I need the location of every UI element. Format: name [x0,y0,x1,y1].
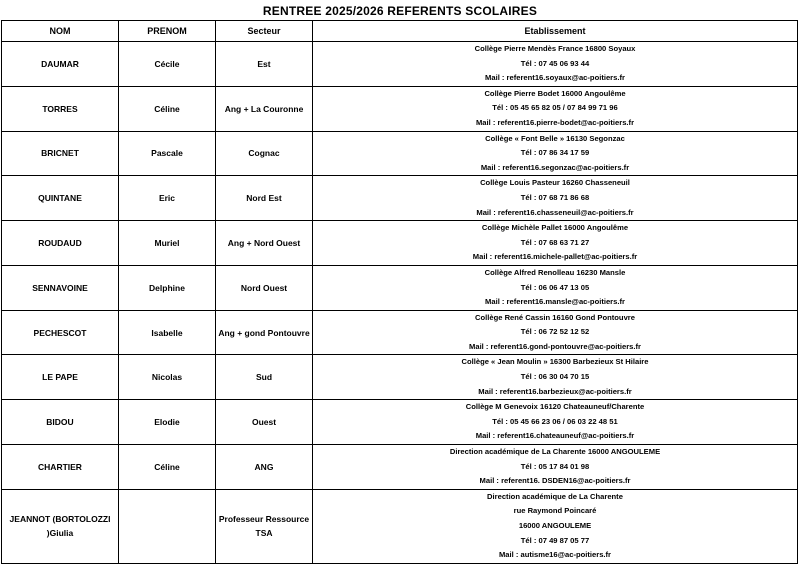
etab-mail: Mail : referent16.gond-pontouvre@ac-poitiers.fr [469,341,641,351]
table-row [2,86,798,131]
cell-secteur: Ang + gond Pontouvre [216,310,313,355]
bottom-margin [0,574,800,580]
table-row [2,310,798,355]
cell-prenom: Eric [119,176,216,221]
header-row [2,21,798,42]
etab-name: Collège M Genevoix 16120 Chateauneuf/Charente [465,402,645,412]
header-prenom: PRENOM [119,21,216,42]
etab-phone: Tél : 07 49 87 05 77 [520,535,590,545]
etab-mail: Mail : referent16.soyaux@ac-poitiers.fr [485,73,625,83]
etab-phone: Tél : 05 17 84 01 98 [520,461,590,471]
etab-name: Direction académique de La Charente 16000 ANGOULEME [449,447,661,457]
page-title: RENTREE 2025/2026 REFERENTS SCOLAIRES [262,4,538,18]
etab-mail: Mail : referent16.mansle@ac-poitiers.fr [485,297,625,307]
etab-phone: Tél : 07 45 06 93 44 [520,58,590,68]
cell-nom: QUINTANE [2,176,119,221]
cell-nom: JEANNOT (BORTOLOZZI )Giulia [2,489,119,563]
cell-etablissement [313,265,798,310]
table-row [2,400,798,445]
cell-prenom: Delphine [119,265,216,310]
cell-prenom [119,489,216,563]
cell-secteur: Sud [216,355,313,400]
cell-nom: BIDOU [2,400,119,445]
cell-secteur: Ouest [216,400,313,445]
cell-secteur: Est [216,42,313,87]
cell-secteur: Nord Ouest [216,265,313,310]
table-row [2,176,798,221]
header-etablissement: Etablissement [313,21,798,42]
cell-etablissement [313,310,798,355]
header-secteur: Secteur [216,21,313,42]
table-row [2,265,798,310]
etab-city: 16000 ANGOULEME [518,521,592,531]
etab-name: Collège René Cassin 16160 Gond Pontouvre [475,312,635,322]
etab-phone: Tél : 05 45 65 82 05 / 07 84 99 71 96 [492,103,618,113]
cell-prenom: Pascale [119,131,216,176]
cell-prenom: Céline [119,445,216,490]
etab-mail: Mail : referent16.michele-pallet@ac-poitiers.fr [472,252,638,262]
cell-secteur: Ang + Nord Ouest [216,221,313,266]
etab-phone: Tél : 07 86 34 17 59 [520,148,590,158]
table-row [2,445,798,490]
etab-mail: Mail : referent16.pierre-bodet@ac-poitiers.fr [475,117,635,127]
etab-phone: Tél : 06 72 52 12 52 [520,327,590,337]
table-row [2,355,798,400]
cell-etablissement [313,176,798,221]
etab-mail: Mail : referent16.segonzac@ac-poitiers.fr [480,162,630,172]
etab-name: Collège Alfred Renolleau 16230 Mansle [484,267,626,277]
etab-phone: Tél : 06 06 47 13 05 [520,282,590,292]
cell-nom: BRICNET [2,131,119,176]
etab-name: Direction académique de La Charente [487,491,623,501]
etab-phone: Tél : 05 45 66 23 06 / 06 03 22 48 51 [492,416,618,426]
etab-phone: Tél : 06 30 04 70 15 [520,372,590,382]
cell-etablissement [313,131,798,176]
etab-phone: Tél : 07 68 71 86 68 [520,192,590,202]
etab-phone: Tél : 07 68 63 71 27 [520,237,590,247]
cell-etablissement [313,86,798,131]
etab-name: Collège « Font Belle » 16130 Segonzac [485,133,625,143]
etab-mail: Mail : autisme16@ac-poitiers.fr [498,550,612,560]
cell-secteur: Professeur Ressource TSA [216,489,313,563]
cell-etablissement [313,42,798,87]
table-row [2,131,798,176]
table-row [2,221,798,266]
etab-mail: Mail : referent16.chateauneuf@ac-poitiers.fr [475,431,635,441]
cell-secteur: Ang + La Couronne [216,86,313,131]
cell-secteur: ANG [216,445,313,490]
table-row [2,42,798,87]
etab-name: Collège Louis Pasteur 16260 Chasseneuil [480,178,630,188]
cell-nom: PECHESCOT [2,310,119,355]
cell-nom: TORRES [2,86,119,131]
cell-prenom: Isabelle [119,310,216,355]
cell-nom: LE PAPE [2,355,119,400]
etab-mail: Mail : referent16.chasseneuil@ac-poitiers.fr [476,207,634,217]
cell-prenom: Nicolas [119,355,216,400]
etab-mail: Mail : referent16. DSDEN16@ac-poitiers.fr [479,476,631,486]
etab-name: Collège Pierre Mendès France 16800 Soyaux [474,44,636,53]
table-row [2,489,798,563]
cell-prenom: Céline [119,86,216,131]
cell-nom: CHARTIER [2,445,119,490]
cell-prenom: Muriel [119,221,216,266]
cell-nom: ROUDAUD [2,221,119,266]
cell-etablissement [313,400,798,445]
etab-mail: Mail : referent16.barbezieux@ac-poitiers.fr [478,386,632,396]
cell-etablissement [313,445,798,490]
cell-prenom: Elodie [119,400,216,445]
cell-secteur: Nord Est [216,176,313,221]
etab-name: Collège Michèle Pallet 16000 Angoulême [481,223,629,233]
etab-name: Collège Pierre Bodet 16000 Angoulême [484,88,626,98]
cell-etablissement [313,221,798,266]
cell-etablissement [313,489,798,563]
cell-secteur: Cognac [216,131,313,176]
cell-nom: DAUMAR [2,42,119,87]
etab-name: Collège « Jean Moulin » 16300 Barbezieux St Hilaire [461,357,649,367]
cell-nom: SENNAVOINE [2,265,119,310]
header-nom: NOM [2,21,119,42]
referents-table [1,20,798,564]
cell-prenom: Cécile [119,42,216,87]
cell-etablissement [313,355,798,400]
etab-street: rue Raymond Poincaré [513,506,597,516]
